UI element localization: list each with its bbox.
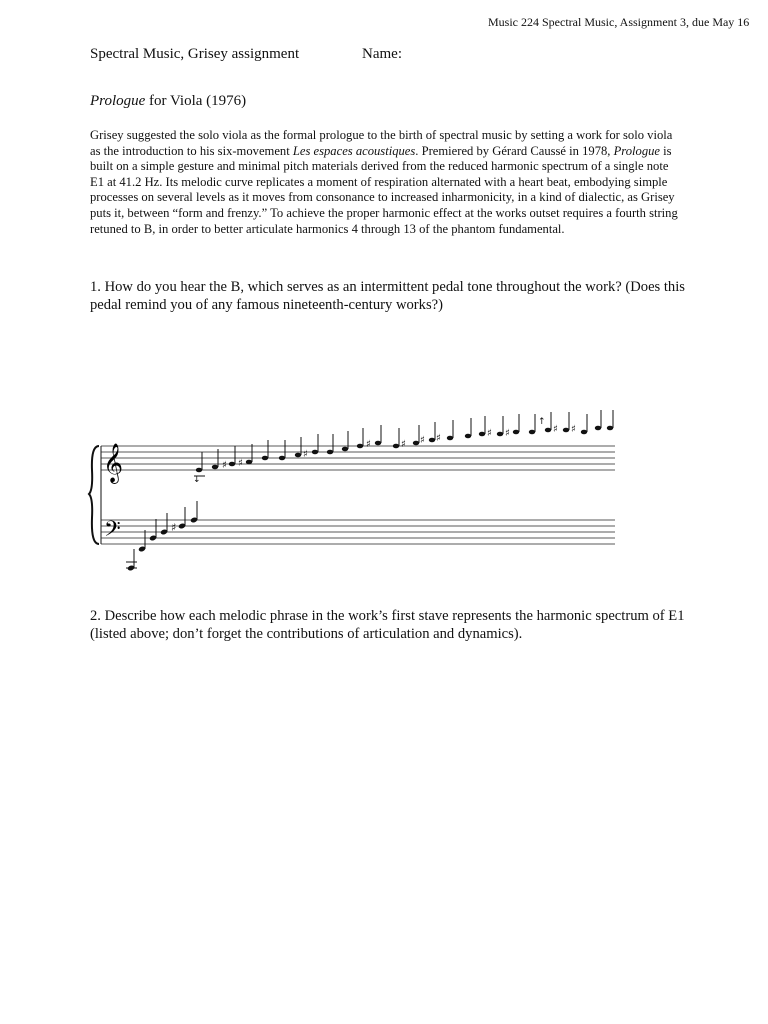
svg-text:♯: ♯ [238,458,243,469]
svg-text:♯: ♯ [420,435,425,446]
svg-text:♯: ♯ [505,428,510,439]
question-2: 2. Describe how each melodic phrase in the work’s first stave represents the harmonic spectrum of E1 (listed above; don’t forget the contributions of articulation and dynamics). [90,608,685,642]
note-head [160,529,168,536]
name-label: Name: [362,46,402,62]
bass-staff [101,520,615,544]
svg-text:♯: ♯ [487,428,492,439]
course-header: Music 224 Spectral Music, Assignment 3, due May 16 [488,15,750,29]
assignment-title: Spectral Music, Grisey assignment [90,46,300,62]
work-title-italic: Prologue [90,93,146,109]
svg-text:♯: ♯ [401,439,406,450]
treble-notes [193,410,613,485]
svg-text:♯: ♯ [366,439,371,450]
treble-clef-icon: 𝄞 [103,443,124,483]
intro-text-1: Grisey suggested the solo viola as the formal prologue to the birth of spectral music by setting a work for solo viola as the introduction to his six-movement [90,128,673,158]
sharp-icon: ♯ [171,521,177,534]
svg-text:♯: ♯ [436,433,441,444]
svg-text:♯: ♯ [222,460,227,471]
note-head [138,546,146,553]
note-head [149,535,157,542]
work-title [90,93,246,110]
intro-text-2: . Premiered by Gérard Caussé in 1978, [415,143,614,158]
svg-text:↓: ↓ [193,475,201,485]
intro-italic-2: Prologue [613,143,661,158]
question-1: 1. How do you hear the B, which serves as an intermittent pedal tone throughout the work? (Does this pedal remind you of any famous nineteenth-century works?) [90,279,685,313]
svg-text:♯: ♯ [571,424,576,435]
svg-text:♯: ♯ [303,449,308,460]
treble-staff [101,446,615,470]
svg-text:↑: ↑ [538,417,546,427]
intro-paragraph [90,128,680,237]
svg-text:♯: ♯ [553,424,558,435]
note-head [178,523,186,530]
bass-clef-icon: 𝄢 [104,517,121,547]
intro-text-3: is built on a simple gesture and minimal pitch materials derived from the reduced harmonic spectrum of a single note E1 at 41.2 Hz. Its melodic curve replicates a moment of respiration alternated with a heart beat, embodying simple processes on several levels as it moves from consonance to increased inharmonicity, in a kind of dialectic, as Grisey puts it, between “form and frenzy.” To achieve the proper harmonic effect at the works outset requires a fourth string retuned to B, in order to better articulate harmonics 4 through 13 of the phantom fundamental. [90,143,678,236]
note-head [190,517,198,524]
work-title-rest: for Viola (1976) [145,93,247,109]
system-brace [89,446,99,544]
note-head [127,565,135,572]
bass-notes [126,501,198,571]
intro-italic-1: Les espaces acoustiques [292,143,416,158]
